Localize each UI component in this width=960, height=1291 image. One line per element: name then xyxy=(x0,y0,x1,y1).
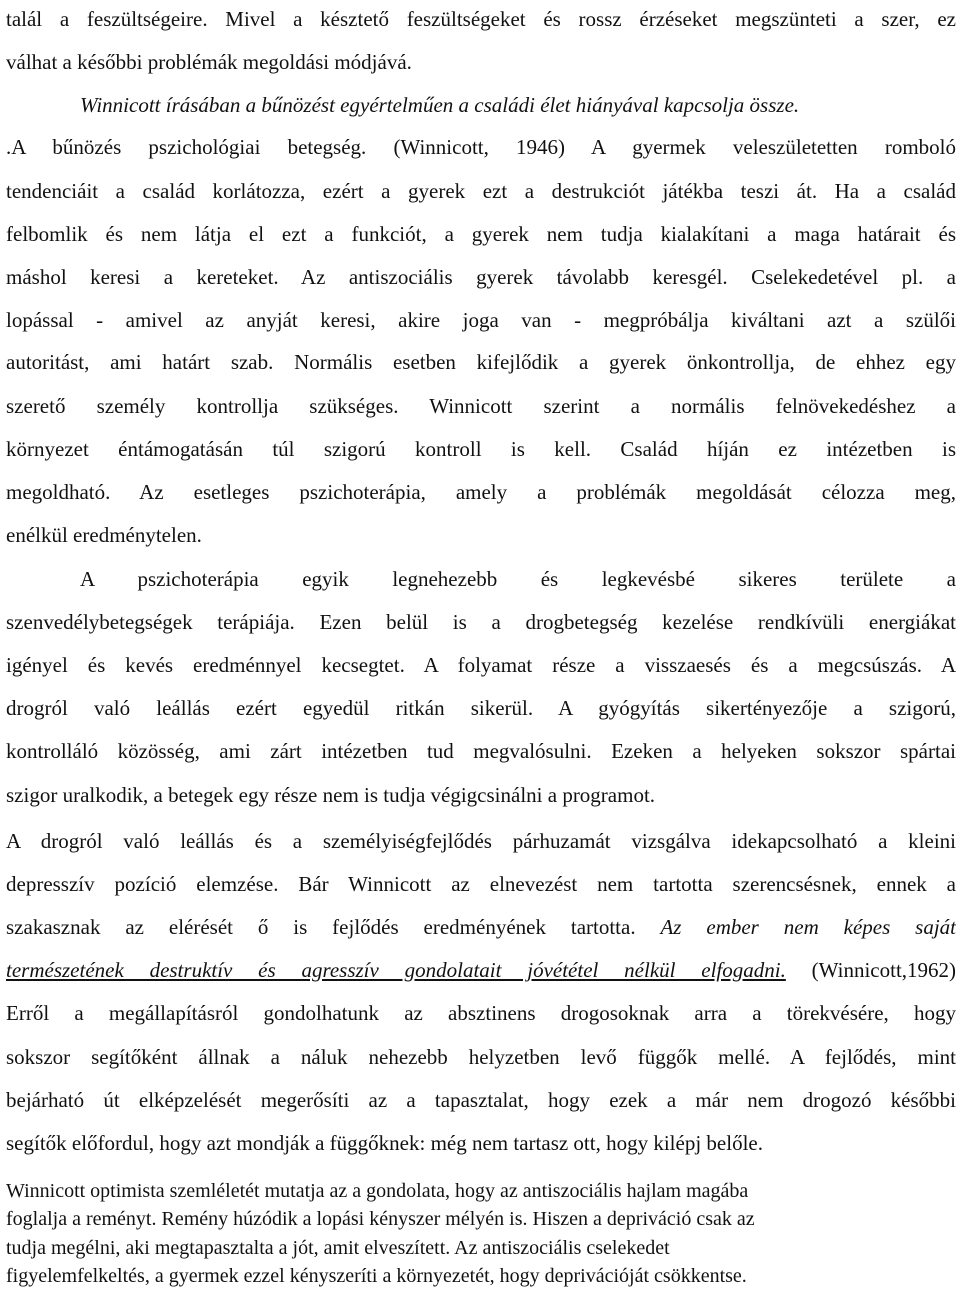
citation: (Winnicott,1962) xyxy=(811,958,956,982)
text-line: tudja megélni, aki megtapasztalta a jót, amit elveszített. Az antiszociális cselekedet xyxy=(6,1237,670,1259)
text-line-mixed xyxy=(6,955,956,985)
text-line: igényel és kevés eredménnyel kecsegtet. A folyamat része a visszaesés és a megcsúszás. A xyxy=(6,653,956,677)
text-line: .A bűnözés pszichológiai betegség. (Winnicott, 1946) A gyermek veleszületetten romboló xyxy=(6,135,956,159)
text-line: enélkül eredménytelen. xyxy=(6,523,202,547)
italic-quote: természetének destruktív és agresszív gondolatait jóvététel nélkül elfogadni. xyxy=(6,958,786,982)
text-segment: szakasznak az elérését ő is fejlődés eredményének tartotta. xyxy=(6,915,636,939)
text-line: környezet éntámogatásán túl szigorú kontroll is kell. Család híján ez intézetben is xyxy=(6,437,956,461)
text-line: megoldható. Az esetleges pszichoterápia, amely a problémák megoldását célozza meg, xyxy=(6,480,956,504)
text-line: tendenciáit a család korlátozza, ezért a gyerek ezt a destrukciót játékba teszi át. Ha a család xyxy=(6,179,956,203)
text-line: drogról való leállás ezért egyedül ritkán sikerül. A gyógyítás sikertényezője a szigorú, xyxy=(6,696,956,720)
text-line: A drogról való leállás és a személyiségfejlődés párhuzamát vizsgálva idekapcsolható a kleini xyxy=(6,829,956,853)
text-line: sokszor segítőként állnak a náluk nehezebb helyzetben levő függők mellé. A fejlődés, mint xyxy=(6,1045,956,1069)
text-line: kontrolláló közösség, ami zárt intézetben tud megvalósulni. Ezeken a helyeken sokszor spártai xyxy=(6,739,956,763)
text-line: szenvedélybetegségek terápiája. Ezen belül is a drogbetegség kezelése rendkívüli energiákat xyxy=(6,610,956,634)
text-line: segítők előfordul, hogy azt mondják a függőknek: még nem tartasz ott, hogy kilépj belőle. xyxy=(6,1131,763,1155)
italic-quote: Az ember nem képes saját xyxy=(660,915,956,939)
text-line: depresszív pozíció elemzése. Bár Winnicott az elnevezést nem tartotta szerencsésnek, ennek a xyxy=(6,872,956,896)
text-line: Erről a megállapításról gondolhatunk az absztinens drogosoknak arra a törekvésére, hogy xyxy=(6,1001,956,1025)
text-line: máshol keresi a kereteket. Az antiszociális gyerek távolabb keresgél. Cselekedetével pl. a xyxy=(6,265,956,289)
text-line: szerető személy kontrollja szükséges. Winnicott szerint a normális felnövekedéshez a xyxy=(6,394,956,418)
text-line: bejárható út elképzelését megerősíti az a tapasztalat, hogy ezek a már nem drogozó későbbi xyxy=(6,1088,956,1112)
text-line: foglalja a reményt. Remény húzódik a lopási kényszer mélyén is. Hiszen a depriváció csak az xyxy=(6,1208,755,1230)
text-line-italic: Winnicott írásában a bűnözést egyértelműen a családi élet hiányával kapcsolja össze. xyxy=(80,93,800,117)
text-line: figyelemfelkeltés, a gyermek ezzel kényszeríti a környezetét, hogy deprivációját csökkentse. xyxy=(6,1265,747,1287)
text-line: talál a feszültségeire. Mivel a késztető feszültségeket és rossz érzéseket megszünteti a szer, ez xyxy=(6,7,956,31)
text-line: lopással - amivel az anyját keresi, akire joga van - megpróbálja kiváltani azt a szülői xyxy=(6,308,956,332)
text-line: szigor uralkodik, a betegek egy része nem is tudja végigcsinálni a programot. xyxy=(6,783,656,807)
text-line-mixed xyxy=(6,912,956,942)
text-line: autoritást, ami határt szab. Normális esetben kifejlődik a gyerek önkontrollja, de ehhez egy xyxy=(6,350,956,374)
text-line: Winnicott optimista szemléletét mutatja az a gondolata, hogy az antiszociális hajlam magába xyxy=(6,1180,749,1202)
text-line: A pszichoterápia egyik legnehezebb és legkevésbé sikeres területe a xyxy=(80,567,956,591)
text-line: válhat a későbbi problémák megoldási módjává. xyxy=(6,50,412,74)
text-line: felbomlik és nem látja el ezt a funkciót, a gyerek nem tudja kialakítani a maga határait és xyxy=(6,222,956,246)
